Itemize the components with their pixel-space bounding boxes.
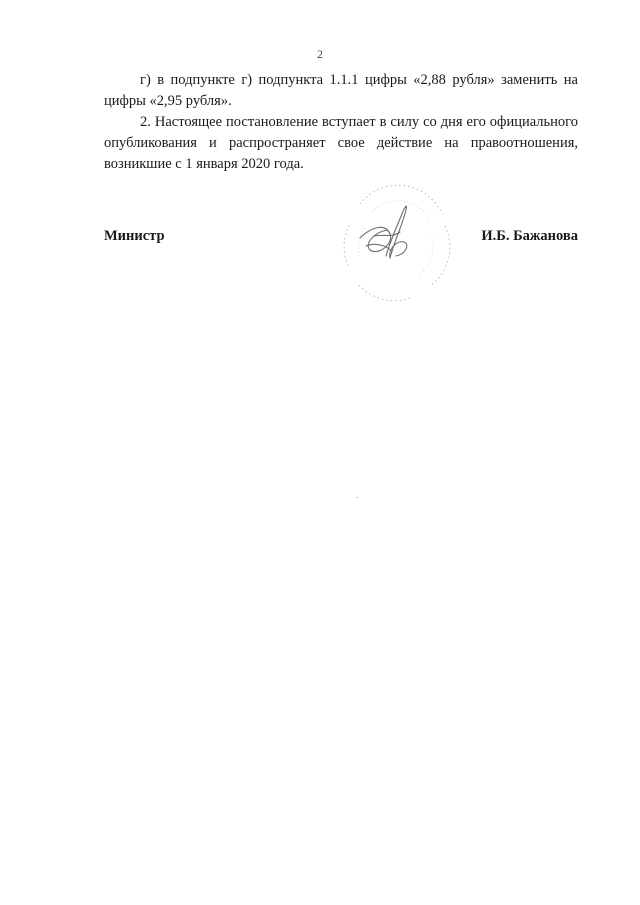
paragraph-item-2: 2. Настоящее постановление вступает в силу со дня его официального опубликования и распространяет свое действие на правоотношения, возникшие с 1 января 2020 года. <box>104 114 578 172</box>
signature-stamp-icon <box>330 176 460 306</box>
scan-artifact <box>356 497 358 498</box>
signer-name: И.Б. Бажанова <box>481 228 578 244</box>
signer-position: Министр <box>104 228 165 244</box>
document-body <box>104 70 578 175</box>
page-number: 2 <box>317 47 323 61</box>
paragraph-item-g: г) в подпункте г) подпункта 1.1.1 цифры «2,88 рубля» заменить на цифры «2,95 рубля». <box>104 72 578 109</box>
